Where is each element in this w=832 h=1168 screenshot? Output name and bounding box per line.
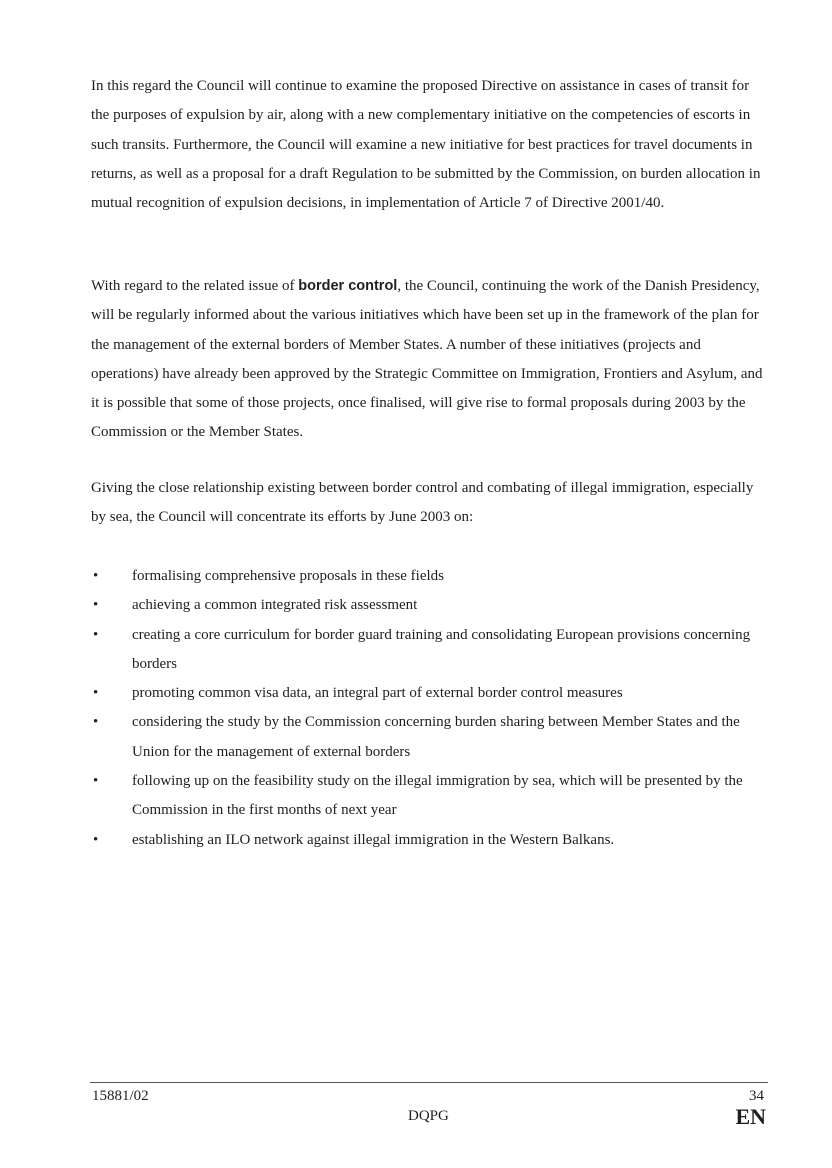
list-item xyxy=(91,621,767,680)
list-item xyxy=(91,826,767,855)
paragraph-illegal-immigration: Giving the close relationship existing between border control and combating of illegal immigration, especially by sea, the Council will concentrate its efforts by June 2003 on: xyxy=(91,480,754,526)
list-item xyxy=(91,562,767,591)
list-item xyxy=(91,767,767,826)
footer-doc-number: 15881/02 xyxy=(92,1088,149,1104)
list-item xyxy=(91,591,767,620)
paragraph-border-control xyxy=(91,272,767,448)
list-item-text: achieving a common integrated risk assessment xyxy=(132,597,418,614)
list-item-text: creating a core curriculum for border guard training and consolidating European provisions concerning borders xyxy=(132,626,751,672)
bullet-icon: • xyxy=(93,831,99,848)
list-item xyxy=(91,708,767,767)
list-item-text: considering the study by the Commission concerning burden sharing between Member States and the Union for the management of external borders xyxy=(132,714,740,760)
footer-page-number: 34 xyxy=(749,1088,764,1104)
paragraph-border-control-intro: With regard to the related issue of xyxy=(91,278,299,294)
footer-language-code: EN xyxy=(735,1104,766,1129)
paragraph-expulsion-transit: In this regard the Council will continue to examine the proposed Directive on assistance in cases of transit for the purposes of expulsion by air, along with a new complementary initiative on the competencies of escorts in such transits. Furthermore, the Council will examine a new initiative for best practices for travel documents in returns, as well as a proposal for a draft Regulation to be submitted by the Commission, on burden allocation in mutual recognition of expulsion decisions, in implementation of Article 7 of Directive 2001/40. xyxy=(91,78,761,212)
efforts-bullet-list xyxy=(91,562,767,855)
footer-divider xyxy=(90,1082,768,1083)
footer-department: DQPG xyxy=(408,1108,449,1124)
list-item-text: following up on the feasibility study on the illegal immigration by sea, which will be presented by the Commission in the first months of next year xyxy=(132,773,743,819)
bullet-icon: • xyxy=(93,714,99,731)
bullet-icon: • xyxy=(93,685,99,702)
list-item-text: establishing an ILO network against illegal immigration in the Western Balkans. xyxy=(132,831,615,848)
list-item-text: promoting common visa data, an integral part of external border control measures xyxy=(132,685,623,702)
bullet-icon: • xyxy=(93,597,99,614)
list-item-text: formalising comprehensive proposals in these fields xyxy=(132,568,445,584)
bullet-icon: • xyxy=(93,568,99,584)
list-item xyxy=(91,679,767,708)
border-control-emphasis: border control xyxy=(298,278,398,294)
paragraph-border-control-body: , the Council, continuing the work of the Danish Presidency, will be regularly informed about the various initiatives which have been set up in the framework of the plan for the management of the external borders of Member States. A number of these initiatives (projects and operations) have already been approved by the Strategic Committee on Immigration, Frontiers and Asylum, and it is possible that some of those projects, once finalised, will give rise to formal proposals during 2003 by the Commission or the Member States. xyxy=(91,278,763,441)
bullet-icon: • xyxy=(93,773,99,790)
bullet-icon: • xyxy=(93,626,99,643)
